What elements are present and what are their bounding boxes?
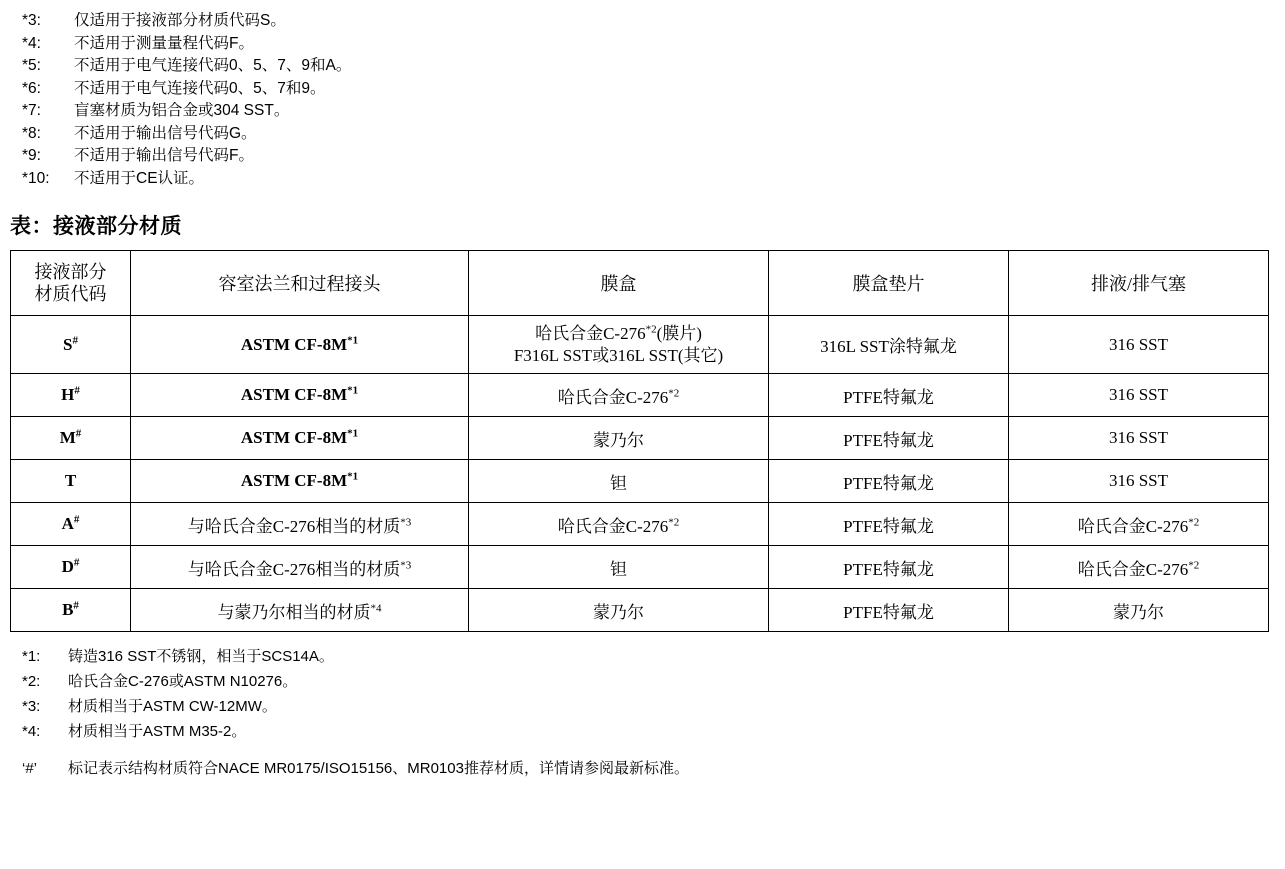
cell-code	[11, 460, 131, 503]
cell-flange	[131, 417, 469, 460]
gasket-text: PTFE特氟龙	[843, 430, 934, 450]
flange-sup: *1	[347, 384, 359, 397]
code-text: H	[61, 385, 75, 404]
plug-sup: *2	[1188, 558, 1200, 571]
capsule-line1: 哈氏合金C-276	[535, 323, 646, 343]
table-row	[11, 316, 1269, 374]
cell-plug	[1009, 503, 1269, 546]
note-key: *3:	[22, 12, 41, 29]
note-text: 铸造316 SST不锈钢，相当于SCS14A。	[68, 648, 334, 665]
cell-plug	[1009, 589, 1269, 632]
note-text: 盲塞材质为铝合金或304 SST。	[74, 102, 290, 119]
cell-flange	[131, 503, 469, 546]
cell-code	[11, 374, 131, 417]
cell-capsule	[469, 316, 769, 374]
note-item	[22, 100, 1285, 123]
note-text: 不适用于电气连接代码0、5、7、9和A。	[74, 57, 352, 74]
note-item	[22, 78, 1285, 101]
note-text: 不适用于输出信号代码G。	[74, 124, 257, 142]
note-key: *3:	[22, 698, 41, 715]
cell-capsule	[469, 417, 769, 460]
note-key: *8:	[22, 124, 41, 142]
note-item	[22, 145, 1285, 168]
note-key: *1:	[22, 648, 41, 665]
flange-sup: *3	[400, 558, 412, 571]
column-header-flange: 容室法兰和过程接头	[131, 251, 469, 316]
cell-flange	[131, 316, 469, 374]
capsule-sup: *2	[668, 386, 680, 399]
cell-gasket	[769, 316, 1009, 374]
note-text: 哈氏合金C-276或ASTM N10276。	[68, 673, 298, 690]
code-text: T	[64, 471, 77, 490]
gasket-text: PTFE特氟龙	[843, 516, 934, 536]
flange-sup: *1	[347, 470, 359, 483]
capsule-line1: 钽	[610, 559, 627, 579]
note-key: *4:	[22, 723, 41, 740]
flange-text: ASTM CF-8M	[240, 334, 348, 354]
flange-sup: *3	[400, 515, 412, 528]
plug-text: 316 SST	[1108, 334, 1169, 354]
cell-gasket	[769, 417, 1009, 460]
capsule-sup: *2	[645, 322, 657, 335]
table-header-row	[11, 251, 1269, 316]
note-key: *10:	[22, 169, 50, 187]
cell-gasket	[769, 589, 1009, 632]
code-sup: #	[75, 427, 82, 440]
cell-plug	[1009, 546, 1269, 589]
code-sup: #	[74, 384, 80, 397]
flange-text: ASTM CF-8M	[240, 428, 348, 447]
column-header-code-line1: 接液部分	[34, 262, 107, 282]
note-key: *9:	[22, 147, 41, 164]
cell-code	[11, 589, 131, 632]
note-item	[22, 694, 1285, 719]
plug-sup: *2	[1188, 515, 1200, 528]
cell-gasket	[769, 503, 1009, 546]
code-sup: #	[72, 333, 78, 346]
code-text: D	[61, 557, 74, 576]
hash-legend-text: 标记表示结构材质符合NACE MR0175/ISO15156、MR0103推荐材质，详情请参阅最新标准。	[68, 760, 689, 777]
note-item	[22, 123, 1285, 146]
note-text: 不适用于电气连接代码0、5、7和9。	[74, 79, 326, 97]
plug-text: 蒙乃尔	[1113, 602, 1164, 622]
code-text: M	[59, 428, 76, 447]
note-text: 不适用于CE认证。	[74, 169, 205, 187]
plug-text: 316 SST	[1108, 428, 1169, 447]
note-item	[22, 168, 1285, 191]
cell-gasket	[769, 546, 1009, 589]
note-item	[22, 644, 1285, 669]
flange-text: ASTM CF-8M	[240, 385, 348, 404]
flange-text: 与哈氏合金C-276相当的材质	[187, 559, 401, 579]
cell-gasket	[769, 374, 1009, 417]
capsule-line2: F316L SST或316L SST(其它)	[513, 345, 724, 365]
flange-text: ASTM CF-8M	[240, 471, 348, 490]
bottom-note-list	[22, 644, 1285, 781]
cell-flange	[131, 546, 469, 589]
code-sup: #	[73, 556, 80, 569]
gasket-text: 316L SST涂特氟龙	[820, 337, 957, 356]
cell-capsule	[469, 546, 769, 589]
cell-plug	[1009, 316, 1269, 374]
note-item	[22, 10, 1285, 33]
column-header-capsule: 膜盒	[469, 251, 769, 316]
gasket-text: PTFE特氟龙	[843, 602, 934, 622]
cell-code	[11, 417, 131, 460]
note-item	[22, 719, 1285, 744]
cell-plug	[1009, 417, 1269, 460]
capsule-line1: 蒙乃尔	[593, 430, 644, 450]
flange-sup: *1	[347, 427, 359, 440]
code-text: S	[63, 334, 73, 354]
column-header-gasket: 膜盒垫片	[769, 251, 1009, 316]
cell-flange	[131, 589, 469, 632]
table-row	[11, 546, 1269, 589]
cell-capsule	[469, 374, 769, 417]
hash-legend-note	[22, 756, 1285, 781]
note-item	[22, 669, 1285, 694]
gasket-text: PTFE特氟龙	[843, 387, 934, 407]
capsule-line1-wrap	[471, 323, 766, 345]
section-title: 表：接液部分材质	[10, 215, 182, 238]
wetted-material-table	[10, 250, 1269, 632]
flange-sup: *1	[347, 333, 359, 346]
capsule-line1: 钽	[610, 473, 627, 493]
note-text: 材质相当于ASTM M35-2。	[68, 723, 247, 740]
column-header-plug: 排液/排气塞	[1009, 251, 1269, 316]
cell-gasket	[769, 460, 1009, 503]
plug-text: 哈氏合金C-276	[1077, 516, 1189, 536]
code-sup: #	[73, 513, 80, 526]
gasket-text: PTFE特氟龙	[843, 559, 934, 579]
capsule-line1: 蒙乃尔	[593, 602, 644, 622]
column-header-code-line2: 材质代码	[34, 284, 107, 304]
code-sup: #	[73, 599, 79, 612]
top-note-list	[0, 0, 1285, 190]
gasket-text: PTFE特氟龙	[843, 473, 934, 493]
capsule-line1: 哈氏合金C-276	[557, 516, 669, 536]
flange-text: 与蒙乃尔相当的材质	[217, 602, 371, 622]
column-header-code	[11, 251, 131, 316]
cell-plug	[1009, 460, 1269, 503]
cell-code	[11, 316, 131, 374]
cell-flange	[131, 374, 469, 417]
cell-plug	[1009, 374, 1269, 417]
note-text: 仅适用于接液部分材质代码S。	[74, 12, 286, 29]
note-key: *2:	[22, 673, 41, 690]
note-text: 材质相当于ASTM CW-12MW。	[68, 698, 277, 715]
flange-text: 与哈氏合金C-276相当的材质	[187, 516, 401, 536]
note-key: *5:	[22, 57, 41, 74]
table-row	[11, 589, 1269, 632]
cell-flange	[131, 460, 469, 503]
note-text: 不适用于输出信号代码F。	[74, 147, 254, 164]
note-key: *4:	[22, 34, 41, 52]
capsule-sup: *2	[668, 515, 680, 528]
table-row	[11, 460, 1269, 503]
note-item	[22, 33, 1285, 56]
cell-capsule	[469, 460, 769, 503]
plug-text: 哈氏合金C-276	[1077, 559, 1189, 579]
cell-capsule	[469, 589, 769, 632]
cell-code	[11, 546, 131, 589]
table-row	[11, 417, 1269, 460]
note-text: 不适用于测量量程代码F。	[74, 34, 254, 52]
code-text: A	[61, 514, 74, 533]
capsule-line1-tail: (膜片)	[656, 323, 702, 343]
cell-code	[11, 503, 131, 546]
table-row	[11, 374, 1269, 417]
capsule-line1: 哈氏合金C-276	[557, 387, 669, 407]
code-text: B	[62, 600, 74, 619]
note-key: *7:	[22, 102, 41, 119]
plug-text: 316 SST	[1108, 385, 1169, 404]
note-key: *6:	[22, 79, 41, 97]
plug-text: 316 SST	[1108, 471, 1169, 490]
cell-capsule	[469, 503, 769, 546]
flange-sup: *4	[370, 601, 382, 614]
table-row	[11, 503, 1269, 546]
hash-legend-key: ‘#’	[22, 760, 38, 777]
note-item	[22, 55, 1285, 78]
